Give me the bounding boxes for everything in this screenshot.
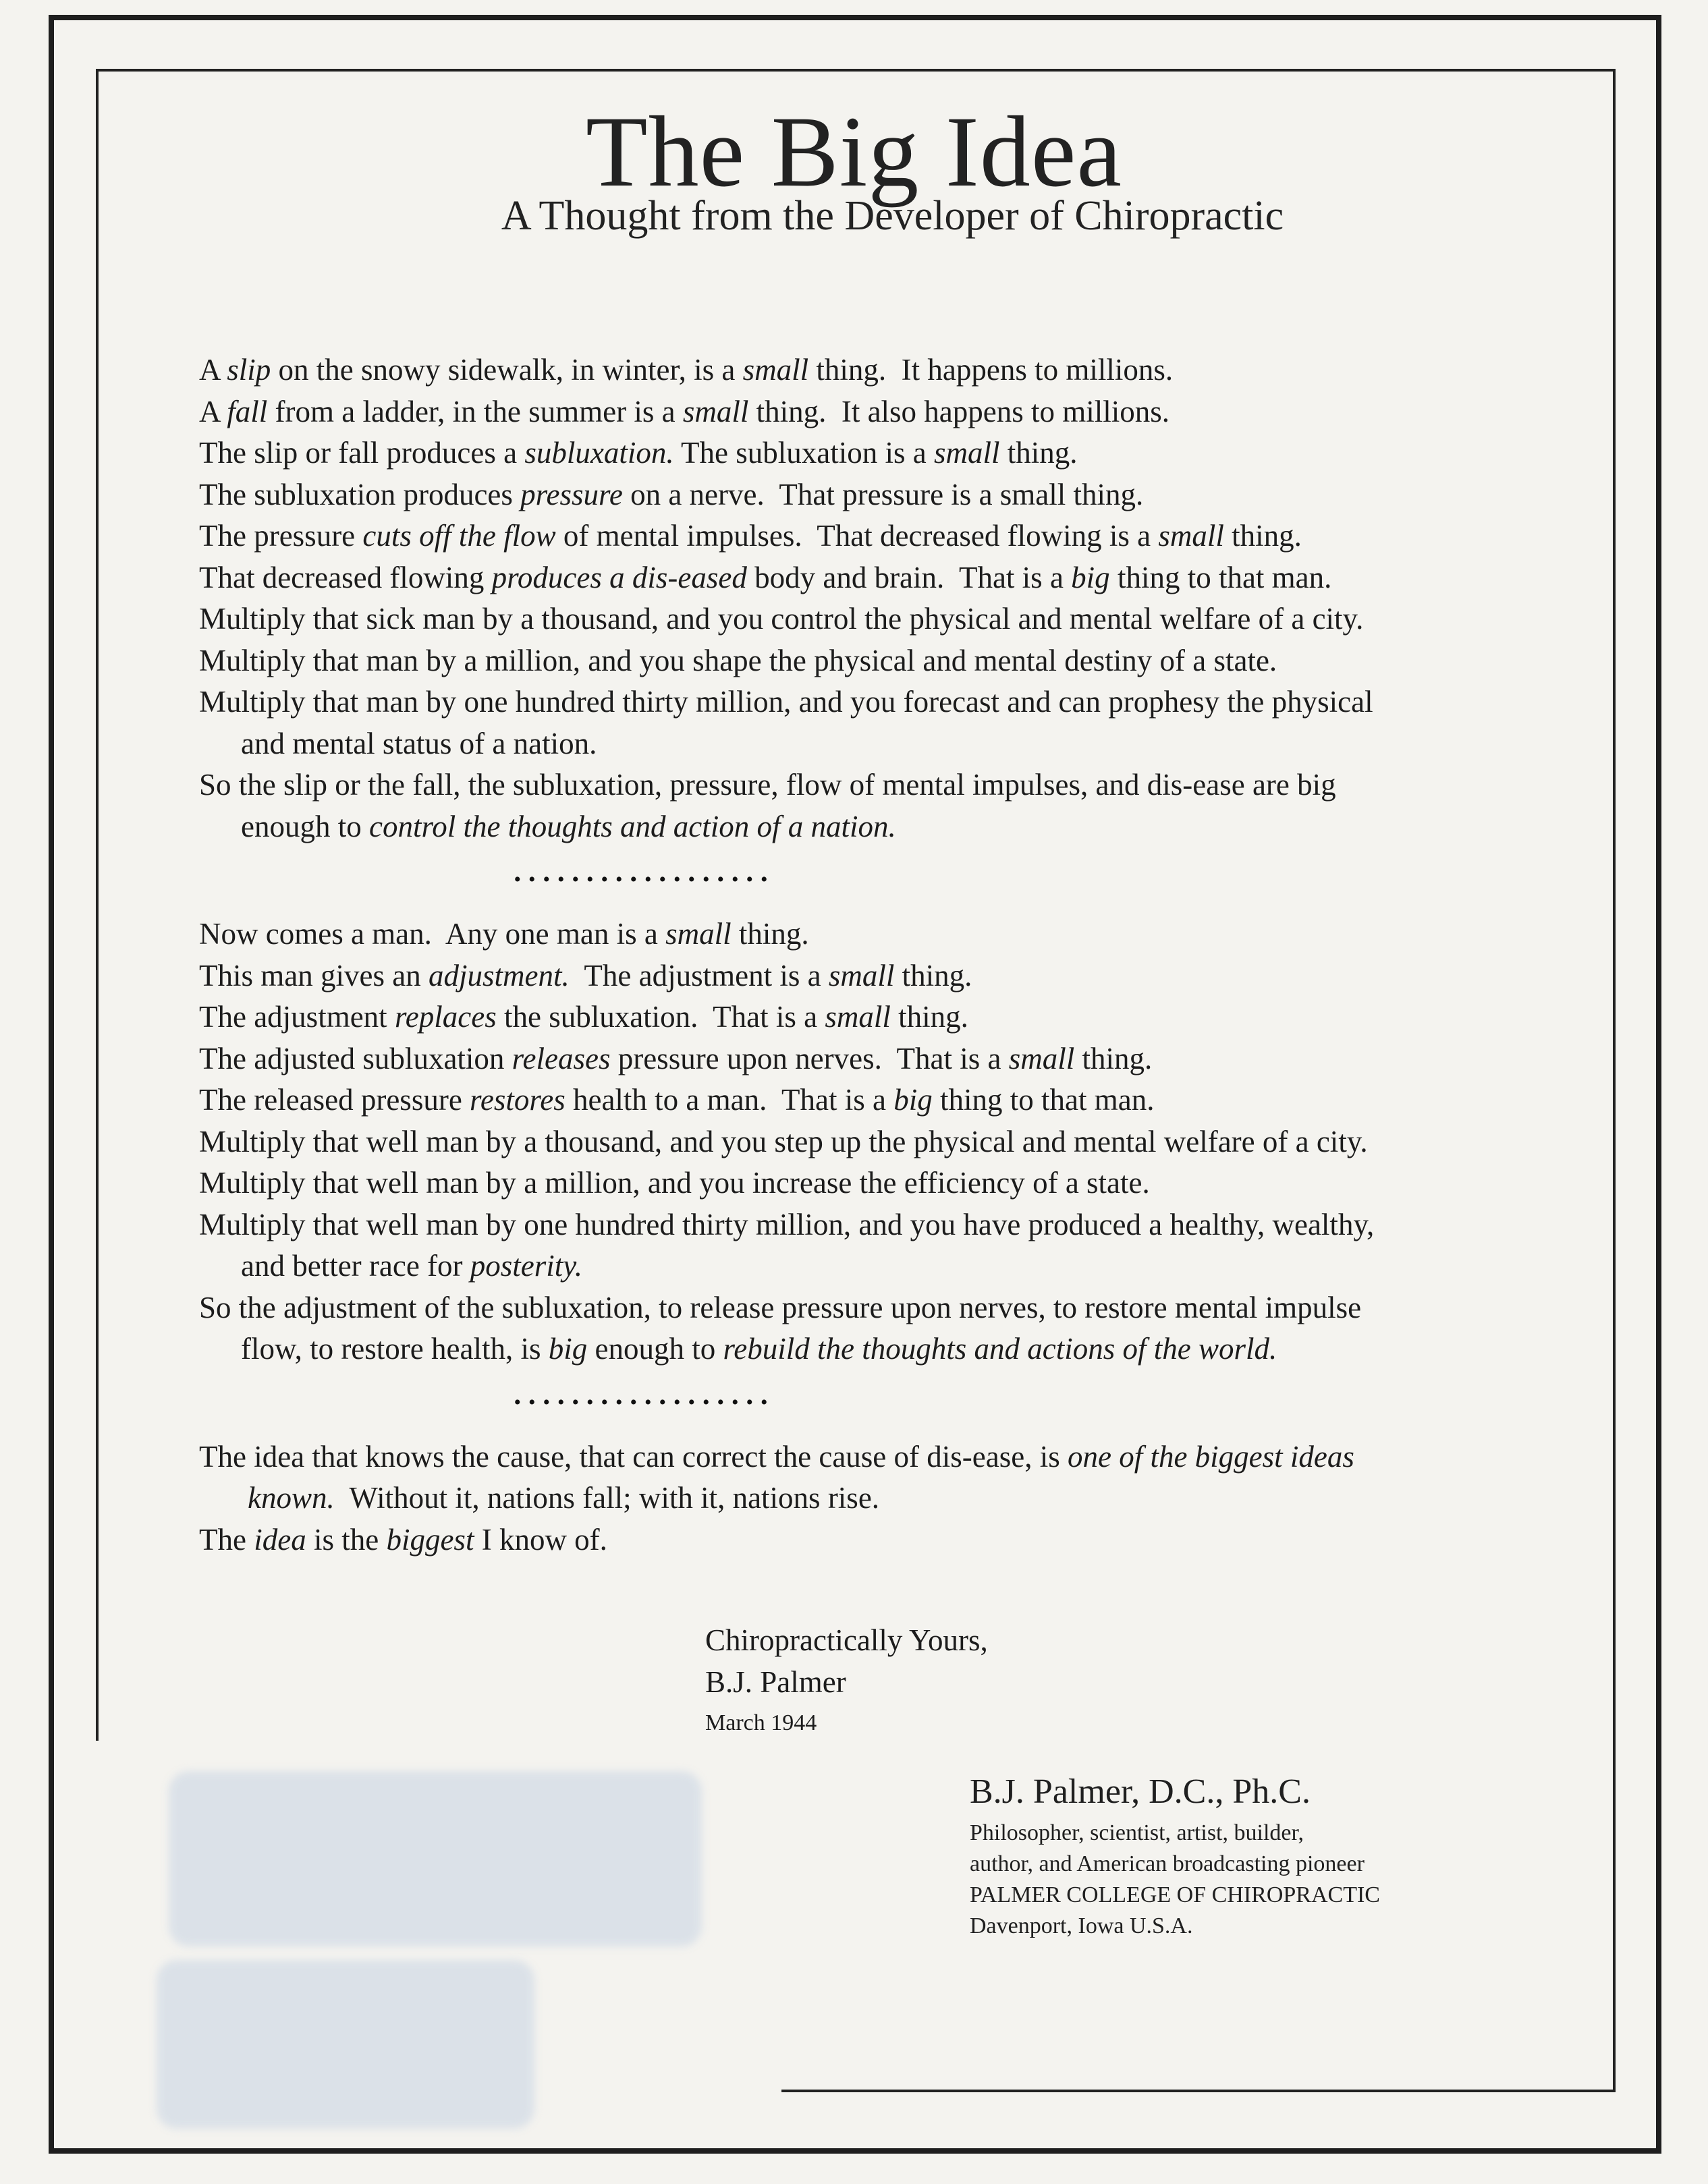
text-run: Multiply that sick man by a thousand, and you control the physical and mental welfare of a city.	[199, 602, 1364, 636]
italic-phrase: releases	[512, 1041, 611, 1075]
text-line	[199, 515, 1549, 557]
italic-phrase: big	[1071, 560, 1110, 594]
italic-phrase: replaces	[394, 1000, 497, 1034]
page-title: The Big Idea	[585, 96, 1123, 208]
italic-phrase: rebuild the thoughts and actions of the world.	[723, 1332, 1277, 1366]
italic-phrase: small	[825, 1000, 891, 1034]
whiteout-mark-2	[157, 1960, 534, 2129]
text-line	[199, 391, 1549, 433]
text-run: thing to that man.	[1109, 560, 1332, 594]
italic-phrase: subluxation.	[524, 436, 674, 470]
italic-phrase: known.	[248, 1481, 335, 1515]
italic-phrase: restores	[470, 1083, 566, 1117]
text-line	[199, 1121, 1549, 1163]
text-run: Now comes a man. Any one man is a	[199, 917, 666, 951]
text-run: Multiply that well man by a million, and you increase the efficiency of a state.	[199, 1166, 1150, 1200]
text-run: The subluxation produces	[199, 477, 521, 511]
text-run: health to a man. That is a	[565, 1083, 894, 1117]
italic-phrase: produces a dis-eased	[491, 560, 747, 594]
text-run: thing. It happens to millions.	[808, 353, 1174, 387]
text-run: The adjustment	[199, 1000, 395, 1034]
text-run: I know of.	[474, 1522, 607, 1557]
author-line-2: author, and American broadcasting pioneer	[970, 1851, 1365, 1876]
text-run: the subluxation. That is a	[496, 1000, 825, 1034]
author-info	[970, 1769, 1380, 1942]
text-run: The slip or fall produces a	[199, 436, 525, 470]
italic-phrase: adjustment.	[428, 958, 570, 992]
text-run: The	[199, 1522, 254, 1557]
essay-section-1	[199, 349, 1549, 847]
text-line	[199, 914, 1549, 955]
text-line	[199, 598, 1549, 640]
text-run: A	[199, 394, 227, 428]
text-line	[199, 1038, 1549, 1080]
text-run: from a ladder, in the summer is a	[267, 394, 683, 428]
text-run: The idea that knows the cause, that can correct the cause of dis-ease, is	[199, 1439, 1068, 1474]
text-run: Multiply that well man by a thousand, and you step up the physical and mental welfare of a city.	[199, 1124, 1368, 1158]
italic-phrase: pressure	[520, 477, 623, 511]
inner-border-bottom	[781, 2090, 1616, 2092]
italic-phrase: fall	[227, 394, 268, 428]
text-run: Multiply that man by one hundred thirty million, and you forecast and can prophesy the physical	[199, 685, 1373, 719]
italic-phrase: small	[933, 436, 1000, 470]
essay-body	[199, 349, 1549, 1561]
text-run: body and brain. That is a	[746, 560, 1072, 594]
text-run: and mental status of a nation.	[241, 726, 597, 760]
essay-section-2	[199, 914, 1549, 1370]
text-line	[199, 1080, 1549, 1121]
inner-border-right	[1613, 69, 1616, 2092]
text-line	[199, 640, 1549, 682]
author-line-1: Philosopher, scientist, artist, builder,	[970, 1820, 1304, 1845]
text-line	[199, 681, 1549, 723]
text-run: enough to	[587, 1332, 723, 1366]
inner-border-left	[96, 69, 99, 1741]
author-name: B.J. Palmer, D.C., Ph.C.	[970, 1772, 1311, 1811]
text-run: A	[199, 353, 227, 387]
text-line	[199, 474, 1549, 516]
text-run: thing. It also happens to millions.	[748, 394, 1170, 428]
text-line	[199, 1163, 1549, 1204]
text-run: The subluxation is a	[673, 436, 934, 470]
italic-phrase: posterity.	[470, 1249, 583, 1283]
italic-phrase: big	[548, 1332, 588, 1366]
italic-phrase: small	[828, 958, 895, 992]
text-run: of mental impulses. That decreased flowing is a	[555, 519, 1159, 553]
text-run: thing to that man.	[932, 1083, 1155, 1117]
text-line	[199, 723, 1549, 765]
separator-dots-2: ••••••••••••••••••	[514, 1391, 775, 1413]
signoff-closing: Chiropractically Yours,	[705, 1623, 988, 1657]
italic-phrase: cuts off the flow	[362, 519, 556, 553]
text-run: on a nerve. That pressure is a small thing.	[622, 477, 1144, 511]
author-line-4: Davenport, Iowa U.S.A.	[970, 1913, 1193, 1938]
italic-phrase: small	[1008, 1041, 1075, 1075]
inner-border-top	[96, 69, 1616, 72]
text-run: thing.	[894, 958, 972, 992]
text-run: enough to	[241, 809, 369, 843]
text-run: thing.	[890, 1000, 968, 1034]
text-run: on the snowy sidewalk, in winter, is a	[271, 353, 743, 387]
text-line	[199, 997, 1549, 1038]
whiteout-mark-1	[169, 1771, 702, 1947]
italic-phrase: biggest	[386, 1522, 474, 1557]
text-run: Multiply that man by a million, and you shape the physical and mental destiny of a state.	[199, 643, 1277, 677]
italic-phrase: one of the biggest ideas	[1067, 1439, 1354, 1474]
text-run: thing.	[999, 436, 1078, 470]
text-line	[199, 432, 1549, 474]
text-run: and better race for	[241, 1249, 470, 1283]
text-run: thing.	[731, 917, 809, 951]
separator-dots-1: ••••••••••••••••••	[514, 868, 775, 891]
text-line	[199, 1436, 1549, 1478]
signoff-date: March 1944	[705, 1710, 817, 1735]
text-line	[199, 1478, 1549, 1519]
text-run: So the slip or the fall, the subluxation, pressure, flow of mental impulses, and dis-ease are big	[199, 768, 1336, 802]
text-run: So the adjustment of the subluxation, to release pressure upon nerves, to restore mental impulse	[199, 1290, 1362, 1324]
text-run: Multiply that well man by one hundred thirty million, and you have produced a healthy, wealthy,	[199, 1207, 1375, 1241]
italic-phrase: small	[682, 394, 749, 428]
text-run: The pressure	[199, 519, 363, 553]
text-run: is the	[306, 1522, 387, 1557]
signoff-name: B.J. Palmer	[705, 1665, 846, 1699]
text-run: pressure upon nerves. That is a	[610, 1041, 1009, 1075]
text-line	[199, 764, 1549, 806]
text-line	[199, 1245, 1549, 1287]
text-run: The released pressure	[199, 1083, 470, 1117]
text-run: The adjustment is a	[569, 958, 829, 992]
text-line	[199, 557, 1549, 599]
signoff-block	[705, 1619, 988, 1743]
italic-phrase: control the thoughts and action of a nation.	[368, 809, 896, 843]
author-line-3: PALMER COLLEGE OF CHIROPRACTIC	[970, 1882, 1380, 1907]
text-line	[199, 1287, 1549, 1329]
italic-phrase: small	[665, 917, 732, 951]
text-run: flow, to restore health, is	[241, 1332, 549, 1366]
text-line	[199, 955, 1549, 997]
text-line	[199, 1204, 1549, 1246]
text-run: That decreased flowing	[199, 560, 492, 594]
text-line	[199, 1328, 1549, 1370]
text-run: Without it, nations fall; with it, nations rise.	[334, 1481, 880, 1515]
text-run: This man gives an	[199, 958, 429, 992]
text-run: The adjusted subluxation	[199, 1041, 512, 1075]
italic-phrase: small	[742, 353, 809, 387]
italic-phrase: small	[1158, 519, 1224, 553]
italic-phrase: idea	[254, 1522, 306, 1557]
italic-phrase: big	[893, 1083, 933, 1117]
text-run: thing.	[1074, 1041, 1153, 1075]
page-subtitle: A Thought from the Developer of Chiropractic	[501, 193, 1284, 239]
essay-section-3	[199, 1436, 1549, 1561]
italic-phrase: slip	[227, 353, 271, 387]
text-line	[199, 349, 1549, 391]
text-line	[199, 1519, 1549, 1561]
text-line	[199, 806, 1549, 848]
text-run: thing.	[1223, 519, 1302, 553]
